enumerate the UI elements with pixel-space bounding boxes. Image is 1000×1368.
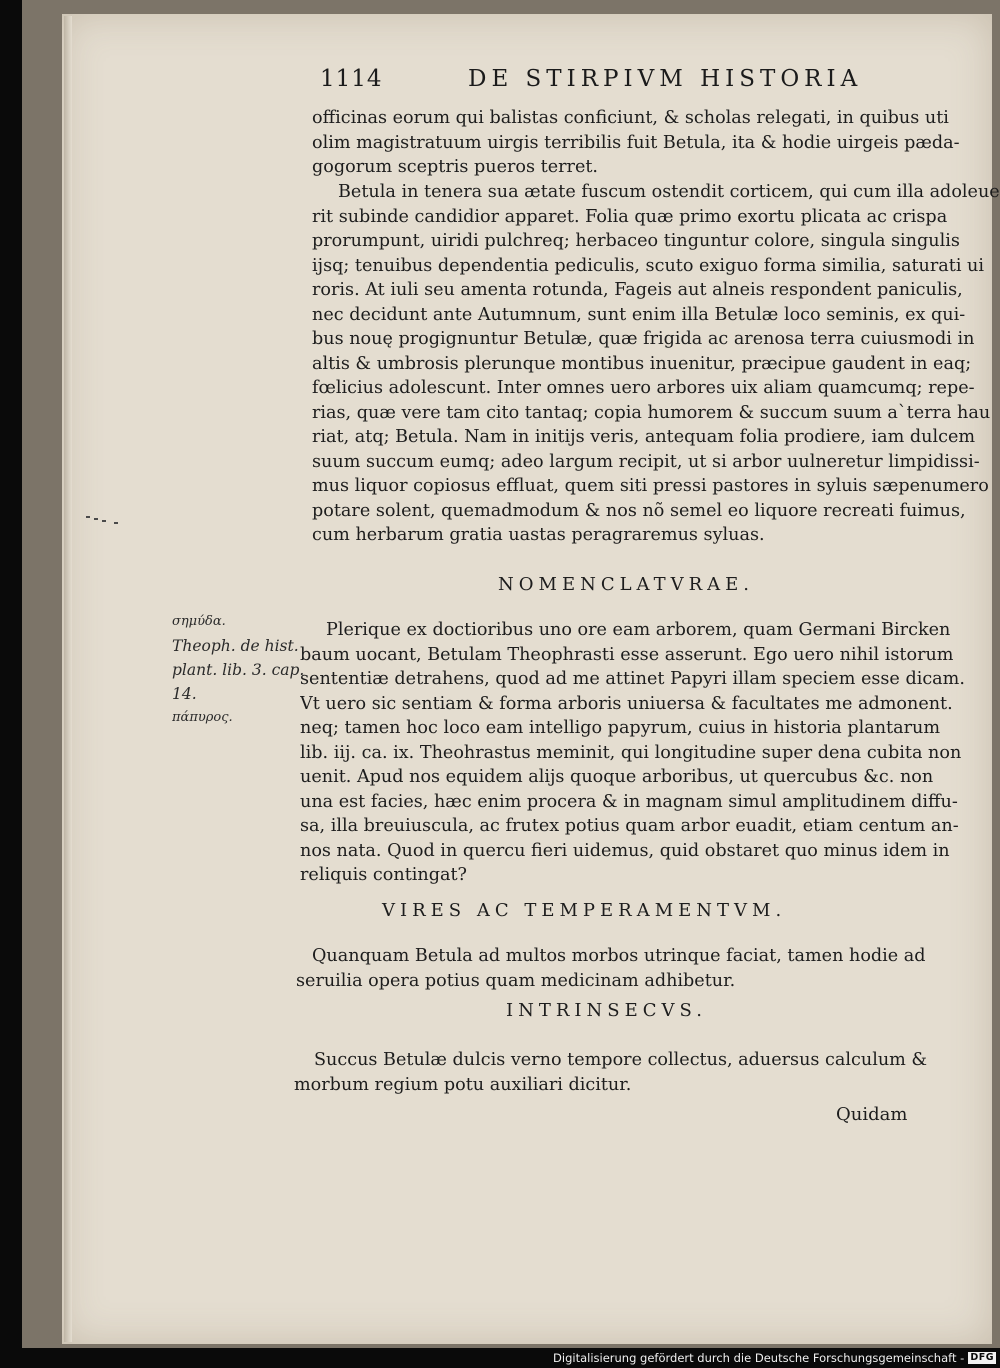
text-line: Betula in tenera sua ætate fuscum ostendit corticem, qui cum illa adoleue bbox=[338, 182, 1000, 202]
catchword: Quidam bbox=[836, 1104, 908, 1125]
text-line: rit subinde candidior apparet. Folia quæ primo exortu plicata ac crispa bbox=[312, 206, 948, 227]
text-line: lib. iij. ca. ix. Theohrastus meminit, qui longitudine super dena cubita non bbox=[300, 742, 962, 763]
text-line: uenit. Apud nos equidem alijs quoque arboribus, ut quercubus &c. non bbox=[300, 767, 934, 787]
section-heading-intrinsecus: INTRINSECVS. bbox=[506, 1000, 707, 1021]
text-line: una est facies, hæc enim procera & in magnam simul amplitudinem diffu- bbox=[300, 791, 958, 812]
text-line: cum herbarum gratia uastas peragraremus syluas. bbox=[312, 525, 765, 545]
paragraph-3 bbox=[300, 618, 965, 888]
margin-note-greek: σημύδα. bbox=[172, 614, 226, 629]
text-line: olim magistratuum uirgis terribilis fuit Betula, ita & hodie uirgeis pæda- bbox=[312, 132, 960, 153]
page-number: 1114 bbox=[320, 66, 383, 92]
text-line: Vt uero sic sentiam & forma arboris uniuersa & facultates me admonent. bbox=[300, 693, 953, 714]
section-heading-nomenclaturae: NOMENCLATVRAE. bbox=[498, 574, 754, 595]
paragraph-5 bbox=[294, 1048, 927, 1097]
text-line: Plerique ex doctioribus uno ore eam arborem, quam Germani Bircken bbox=[326, 620, 951, 640]
text-line: riat, atq; Betula. Nam in initijs veris, antequam folia prodiere, iam dulcem bbox=[312, 427, 976, 447]
text-line: baum uocant, Betulam Theophrasti esse asserunt. Ego uero nihil istorum bbox=[300, 644, 954, 665]
text-line: mus liquor copiosus effluat, quem siti pressi pastores in syluis sæpenumero bbox=[312, 476, 989, 496]
text-line: suum succum eumq; adeo largum recipit, ut si arbor uulneretur limpidissi- bbox=[312, 451, 980, 472]
digitization-footer bbox=[553, 1350, 996, 1366]
text-line: reliquis contingat? bbox=[300, 865, 467, 885]
text-line: morbum regium potu auxiliari dicitur. bbox=[294, 1074, 632, 1095]
text-line: sa, illa breuiuscula, ac frutex potius quam arbor euadit, etiam centum an- bbox=[300, 816, 959, 836]
margin-note-line: plant. lib. 3. cap. bbox=[172, 661, 305, 679]
text-line: rias, quæ vere tam cito tantaq; copia humorem & succum suum a`terra hau bbox=[312, 402, 991, 423]
text-line: gogorum sceptris pueros terret. bbox=[312, 157, 599, 177]
text-line: sententiæ detrahens, quod ad me attinet Papyri illam speciem esse dicam. bbox=[300, 669, 965, 689]
text-line: prorumpunt, uiridi pulchreq; herbaceo tinguntur colore, singula singulis bbox=[312, 231, 960, 251]
running-head bbox=[320, 66, 940, 100]
section-heading-vires: VIRES AC TEMPERAMENTVM. bbox=[382, 900, 787, 921]
text-line: fœlicius adolescunt. Inter omnes uero arbores uix aliam quamcumq; repe- bbox=[312, 378, 975, 398]
footer-text: Digitalisierung gefördert durch die Deutsche Forschungsgemeinschaft - bbox=[553, 1351, 965, 1365]
margin-note-line: 14. bbox=[172, 685, 197, 703]
text-line: nos nata. Quod in quercu fieri uidemus, quid obstaret quo minus idem in bbox=[300, 840, 950, 861]
margin-notes bbox=[172, 610, 304, 730]
text-line: bus nouę progignuntur Betulæ, quæ frigida ac arenosa terra cuiusmodi in bbox=[312, 329, 975, 349]
text-line: altis & umbrosis plerunque montibus inuenitur, præcipue gaudent in eaq; bbox=[312, 353, 972, 374]
text-line: Succus Betulæ dulcis verno tempore collectus, aduersus calculum & bbox=[314, 1050, 928, 1070]
page-gutter-shadow bbox=[64, 16, 72, 1342]
text-line: neq; tamen hoc loco eam intelligo papyrum, cuius in historia plantarum bbox=[300, 718, 941, 738]
text-line: potare solent, quemadmodum & nos nõ semel eo liquore recreati fuimus, bbox=[312, 500, 966, 521]
ink-specks bbox=[86, 512, 130, 526]
text-line: officinas eorum qui balistas conficiunt, & scholas relegati, in quibus uti bbox=[312, 108, 949, 128]
dfg-logo: DFG bbox=[970, 1352, 994, 1363]
running-title: DE STIRPIVM HISTORIA bbox=[468, 66, 863, 92]
text-line: seruilia opera potius quam medicinam adhibetur. bbox=[296, 970, 736, 991]
text-line: nec decidunt ante Autumnum, sunt enim illa Betulæ loco seminis, ex qui- bbox=[312, 304, 966, 325]
margin-note-greek: πάπυρος. bbox=[172, 710, 233, 725]
text-line: ijsq; tenuibus dependentia pediculis, scuto exiguo forma similia, saturati ui bbox=[312, 255, 985, 276]
text-line: roris. At iuli seu amenta rotunda, Fageis aut alneis respondent paniculis, bbox=[312, 280, 963, 300]
text-line: Quanquam Betula ad multos morbos utrinque faciat, tamen hodie ad bbox=[312, 946, 926, 966]
paragraph-4 bbox=[296, 944, 926, 993]
margin-note-line: Theoph. de hist. bbox=[172, 637, 299, 655]
paragraph-2 bbox=[312, 180, 1000, 548]
paragraph-1 bbox=[312, 106, 960, 180]
